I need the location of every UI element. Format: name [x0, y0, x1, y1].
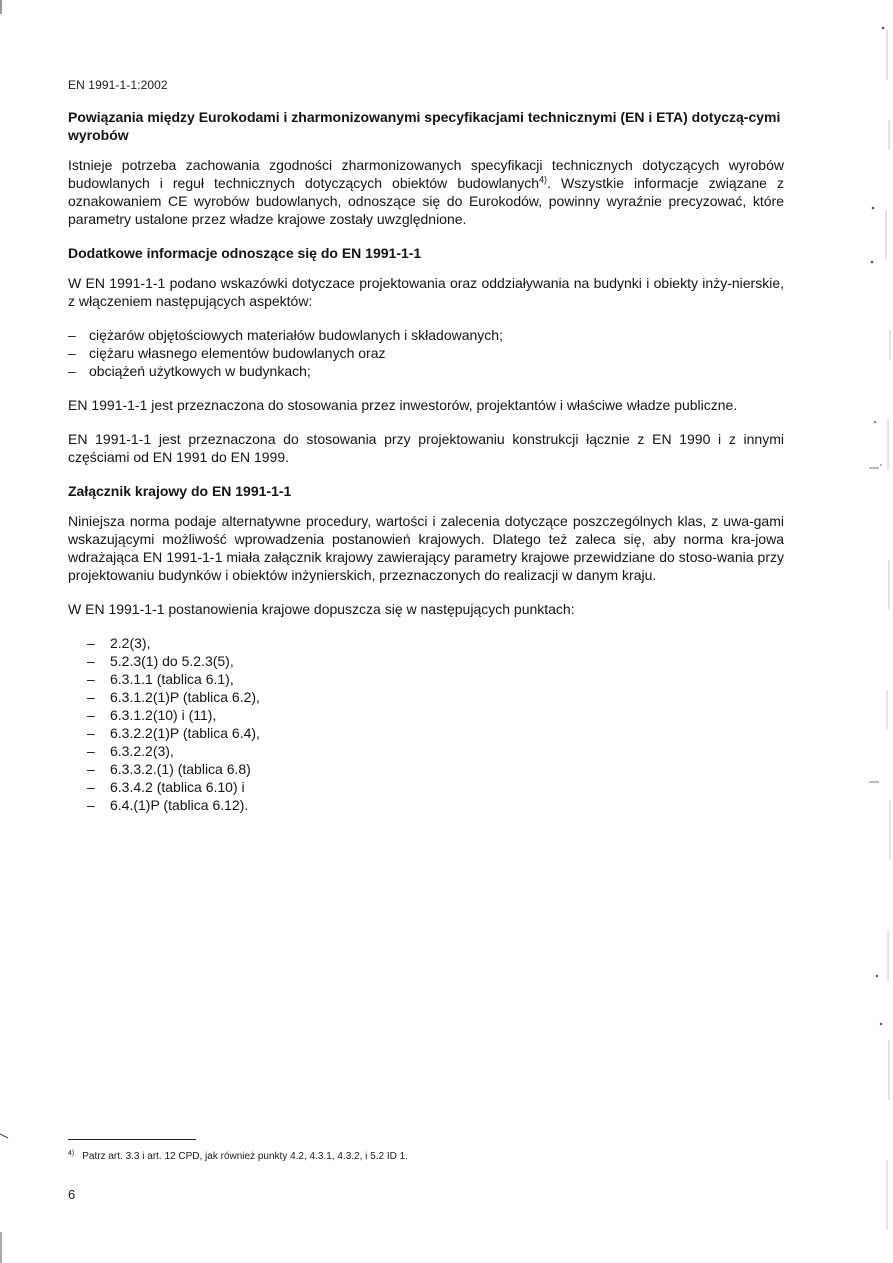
list-item: – obciążeń użytkowych w budynkach; [68, 362, 784, 380]
list-item: – 6.3.1.1 (tablica 6.1), [84, 670, 784, 688]
list-item: – 6.3.1.2(1)P (tablica 6.2), [84, 688, 784, 706]
paragraph-points-intro: W EN 1991-1-1 postanowienia krajowe dopuszcza się w następujących punktach: [68, 601, 575, 617]
footnote-reference: 4) [539, 174, 548, 185]
list-item: – 6.3.3.2.(1) (tablica 6.8) [84, 760, 784, 778]
footnote-text: Patrz art. 3.3 i art. 12 CPD, jak również punkty 4.2, 4.3.1, 4.3.2, i 5.2 ID 1. [82, 1151, 408, 1162]
list-item: – 6.3.4.2 (tablica 6.10) i [84, 778, 784, 796]
footnote-mark: 4) [68, 1149, 75, 1157]
list-item: – ciężarów objętościowych materiałów budowlanych i składowanych; [68, 326, 784, 344]
paragraph-intended-users: EN 1991-1-1 jest przeznaczona do stosowania przez inwestorów, projektantów i właściwe władze publiczne. [68, 397, 738, 413]
list-item: – 2.2(3), [84, 634, 784, 652]
section-heading-additional-info: Dodatkowe informacje odnoszące się do EN 1991-1-1 [68, 245, 422, 261]
section-heading-national-annex: Załącznik krajowy do EN 1991-1-1 [68, 483, 292, 499]
document-identifier: EN 1991-1-1:2002 [68, 78, 168, 92]
document-body [68, 108, 784, 814]
footnote [68, 1150, 408, 1164]
list-item: – 6.3.1.2(10) i (11), [84, 706, 784, 724]
paragraph-national-annex: Niniejsza norma podaje alternatywne procedury, wartości i zalecenia dotyczące poszczególnych klas, z uwa-gami wskazującymi możliwość wprowadzenia postanowień krajowych. Dlatego też zaleca się, aby norma kra-jowa wdrażająca EN 1991-1-1 miała załącznik krajowy zawierający parametry krajowe przewidziane do stoso-wania przy projektowaniu budynków i obiektów inżynierskich, przeznaczonych do realizacji w danym kraju. [68, 513, 784, 583]
section-heading-relations: Powiązania między Eurokodami i zharmonizowanymi specyfikacjami technicznymi (EN i ETA) dotyczą-cymi wyrobów [68, 109, 781, 143]
aspects-list [68, 326, 784, 380]
national-points-list [68, 634, 784, 814]
list-item: – 6.4.(1)P (tablica 6.12). [84, 796, 784, 814]
page-number: 6 [68, 1187, 76, 1202]
paragraph-intended-use: EN 1991-1-1 jest przeznaczona do stosowania przy projektowaniu konstrukcji łącznie z EN 1990 i z innymi częściami od EN 1991 do EN 1999. [68, 431, 784, 465]
paragraph-text: Istnieje potrzeba zachowania zgodności zharmonizowanych specyfikacji technicznych dotyczących wyrobów budowlanych i reguł technicznych dotyczących obiektów budowlanych [68, 157, 784, 191]
paragraph-guidance-intro: W EN 1991-1-1 podano wskazówki dotyczace projektowania oraz oddziaływania na budynki i obiekty inży-nierskie, z włączeniem następujących aspektów: [68, 275, 784, 309]
list-item: – 5.2.3(1) do 5.2.3(5), [84, 652, 784, 670]
list-item: – 6.3.2.2(1)P (tablica 6.4), [84, 724, 784, 742]
footnote-divider [68, 1139, 196, 1140]
list-item: – 6.3.2.2(3), [84, 742, 784, 760]
paragraph-text: . Wszystkie informacje związane z oznakowaniem CE wyrobów budowlanych, odnoszące się do Eurokodów, powinny wyraźnie precyzować, które parametry ustalone przez władze krajowe zostały uwzględnione. [68, 175, 784, 227]
scan-edge-artifacts [869, 0, 893, 1263]
scan-left-artifacts [0, 0, 10, 1263]
paragraph-harmonized-specs [68, 156, 784, 228]
list-item: – ciężaru własnego elementów budowlanych oraz [68, 344, 784, 362]
